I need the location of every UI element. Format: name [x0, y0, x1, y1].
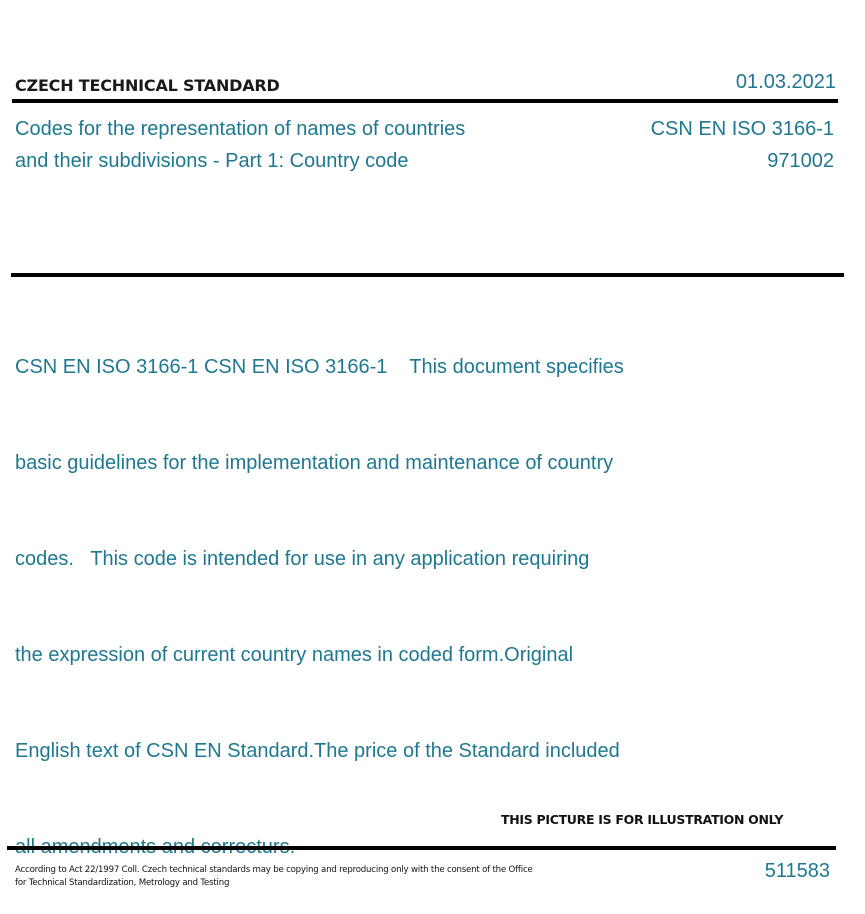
standard-title	[15, 113, 575, 177]
description-line: the expression of current country names in coded form.Original	[15, 644, 574, 666]
legal-notice-line: for Technical Standardization, Metrology and Testing	[15, 878, 230, 888]
legal-notice	[15, 864, 615, 890]
description-line: English text of CSN EN Standard.The price of the Standard included	[15, 740, 620, 762]
standard-code: CSN EN ISO 3166-1	[650, 118, 834, 140]
standard-description	[15, 287, 680, 895]
description-line: codes. This code is intended for use in any application requiring	[15, 548, 590, 570]
standard-title-line: Codes for the representation of names of countries	[15, 118, 466, 140]
middle-divider	[11, 273, 844, 277]
publication-date: 01.03.2021	[735, 71, 836, 93]
description-line: basic guidelines for the implementation and maintenance of country	[15, 452, 614, 474]
standard-identifier	[651, 113, 834, 177]
top-divider	[12, 99, 838, 103]
class-number: 971002	[767, 150, 834, 172]
document-heading: CZECH TECHNICAL STANDARD	[15, 76, 280, 95]
illustration-notice: THIS PICTURE IS FOR ILLUSTRATION ONLY	[501, 812, 784, 827]
standard-title-line: and their subdivisions - Part 1: Country code	[15, 150, 409, 172]
description-line: CSN EN ISO 3166-1 CSN EN ISO 3166-1 This document specifies	[15, 356, 624, 378]
catalog-number: 511583	[764, 860, 830, 882]
legal-notice-line: According to Act 22/1997 Coll. Czech technical standards may be copying and reproducing only with the consent of the Office	[15, 865, 533, 875]
bottom-divider	[7, 846, 836, 850]
